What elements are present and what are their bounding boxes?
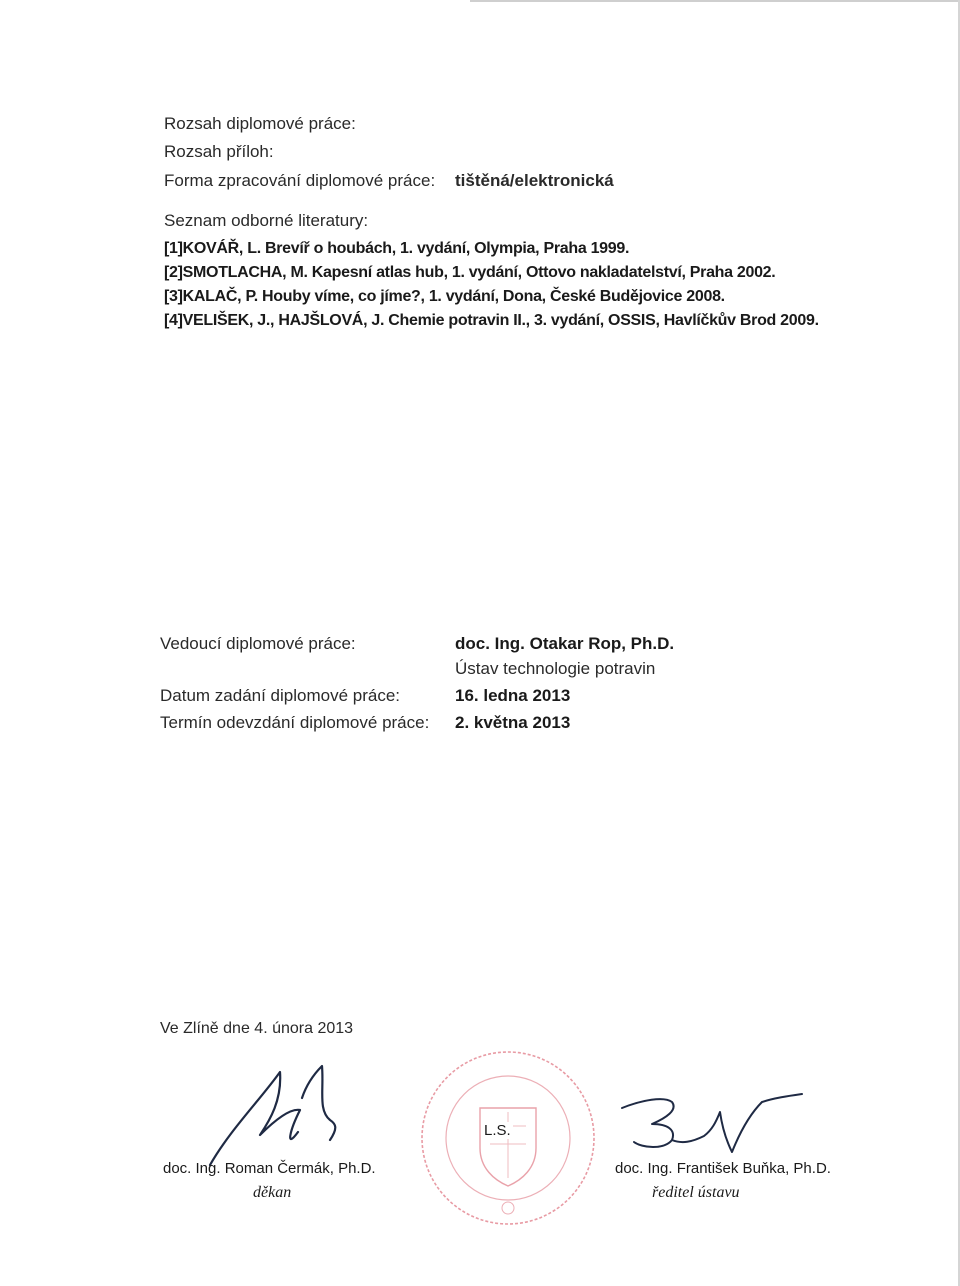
dean-signature: [190, 1060, 370, 1170]
scan-edge-top: [470, 0, 960, 2]
director-role: ředitel ústavu: [652, 1184, 740, 1201]
supervisor-name: doc. Ing. Otakar Rop, Ph.D.: [455, 634, 675, 653]
literature-item: [3]KALAČ, P. Houby víme, co jíme?, 1. vydání, Dona, České Budějovice 2008.: [164, 288, 725, 305]
director-name: doc. Ing. František Buňka, Ph.D.: [615, 1160, 831, 1177]
deadline-label: Termín odevzdání diplomové práce:: [160, 713, 430, 732]
forma-label: Forma zpracování diplomové práce:: [164, 171, 436, 190]
assigned-label: Datum zadání diplomové práce:: [160, 686, 401, 705]
dean-role: děkan: [253, 1184, 292, 1201]
supervisor-institute: Ústav technologie potravin: [455, 659, 656, 678]
literature-item: [1]KOVÁŘ, L. Brevíř o houbách, 1. vydání, Olympia, Praha 1999.: [164, 240, 630, 257]
stamp-ls: L.S.: [484, 1122, 511, 1139]
literature-title: Seznam odborné literatury:: [164, 211, 369, 230]
dean-name: doc. Ing. Roman Čermák, Ph.D.: [163, 1160, 376, 1177]
forma-value: tištěná/elektronická: [455, 171, 614, 190]
literature-item: [4]VELIŠEK, J., HAJŠLOVÁ, J. Chemie potravin II., 3. vydání, OSSIS, Havlíčkův Brod 2009.: [164, 312, 819, 329]
rozsah-priloh-label: Rozsah příloh:: [164, 142, 274, 161]
supervisor-label: Vedoucí diplomové práce:: [160, 634, 356, 653]
rozsah-prace-label: Rozsah diplomové práce:: [164, 114, 356, 133]
place-date: Ve Zlíně dne 4. února 2013: [160, 1020, 354, 1037]
deadline-date: 2. května 2013: [455, 713, 571, 732]
assigned-date: 16. ledna 2013: [455, 686, 571, 705]
director-signature: [612, 1082, 812, 1162]
literature-item: [2]SMOTLACHA, M. Kapesní atlas hub, 1. vydání, Ottovo nakladatelství, Praha 2002.: [164, 264, 776, 281]
